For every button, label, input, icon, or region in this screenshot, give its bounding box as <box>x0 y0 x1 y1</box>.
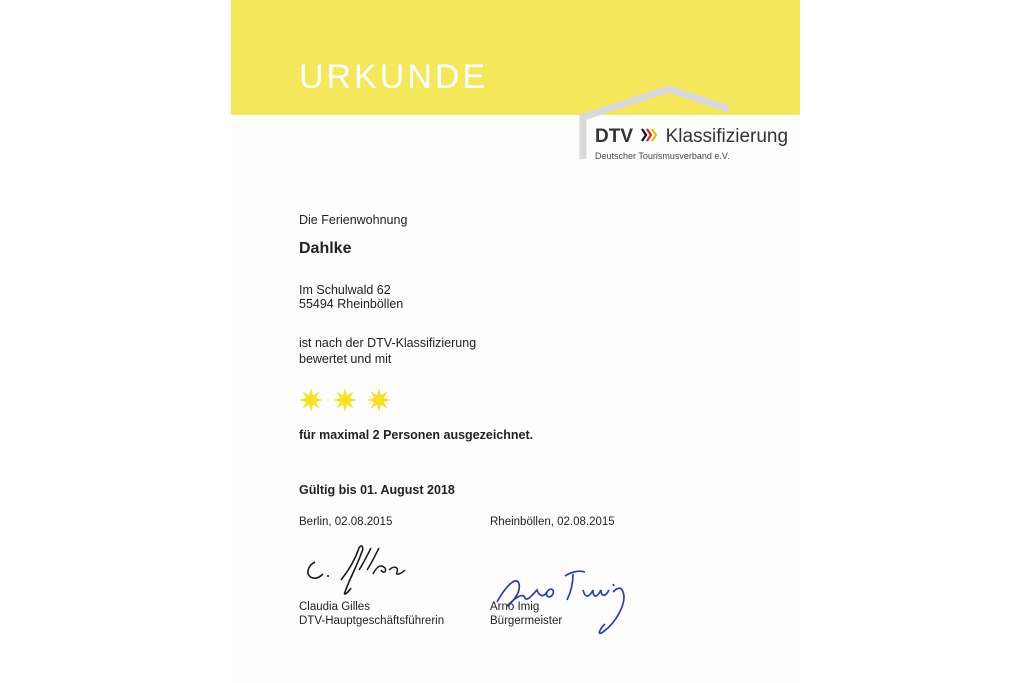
address-line-2: 55494 Rheinböllen <box>299 297 404 311</box>
signatory-1-role: DTV-Hauptgeschäftsführerin <box>299 615 445 627</box>
logo-wordmark <box>595 126 788 148</box>
valid-until: Gültig bis 01. August 2018 <box>299 483 455 497</box>
house-roof-icon <box>579 85 779 160</box>
logo-name: Klassifizierung <box>665 126 789 147</box>
signatory-2-role: Bürgermeister <box>490 615 563 627</box>
signatory-1-name: Claudia Gilles <box>299 601 370 613</box>
signatory-1-place-date: Berlin, 02.08.2015 <box>299 516 393 528</box>
signatory-2-place-date: Rheinböllen, 02.08.2015 <box>490 516 615 528</box>
rating-line-2: bewertet und mit <box>299 352 392 366</box>
signatory-2-name: Arno Imig <box>490 601 540 613</box>
dtv-logo <box>579 85 789 170</box>
chevron-flag-icon <box>641 128 657 142</box>
star-icon <box>333 388 357 412</box>
address-line-1: Im Schulwald 62 <box>299 283 391 297</box>
intro-text: Die Ferienwohnung <box>299 213 408 227</box>
property-name: Dahlke <box>299 240 352 257</box>
capacity-text: für maximal 2 Personen ausgezeichnet. <box>299 428 534 442</box>
logo-brand: DTV <box>595 126 633 147</box>
signature-claudia-gilles <box>301 540 431 600</box>
rating-line-1: ist nach der DTV-Klassifizierung <box>299 336 477 350</box>
certificate <box>231 0 800 683</box>
star-icon <box>299 388 323 412</box>
certificate-title: URKUNDE <box>299 58 489 96</box>
star-icon <box>367 388 391 412</box>
logo-subtitle: Deutscher Tourismusverband e.V. <box>595 151 730 161</box>
